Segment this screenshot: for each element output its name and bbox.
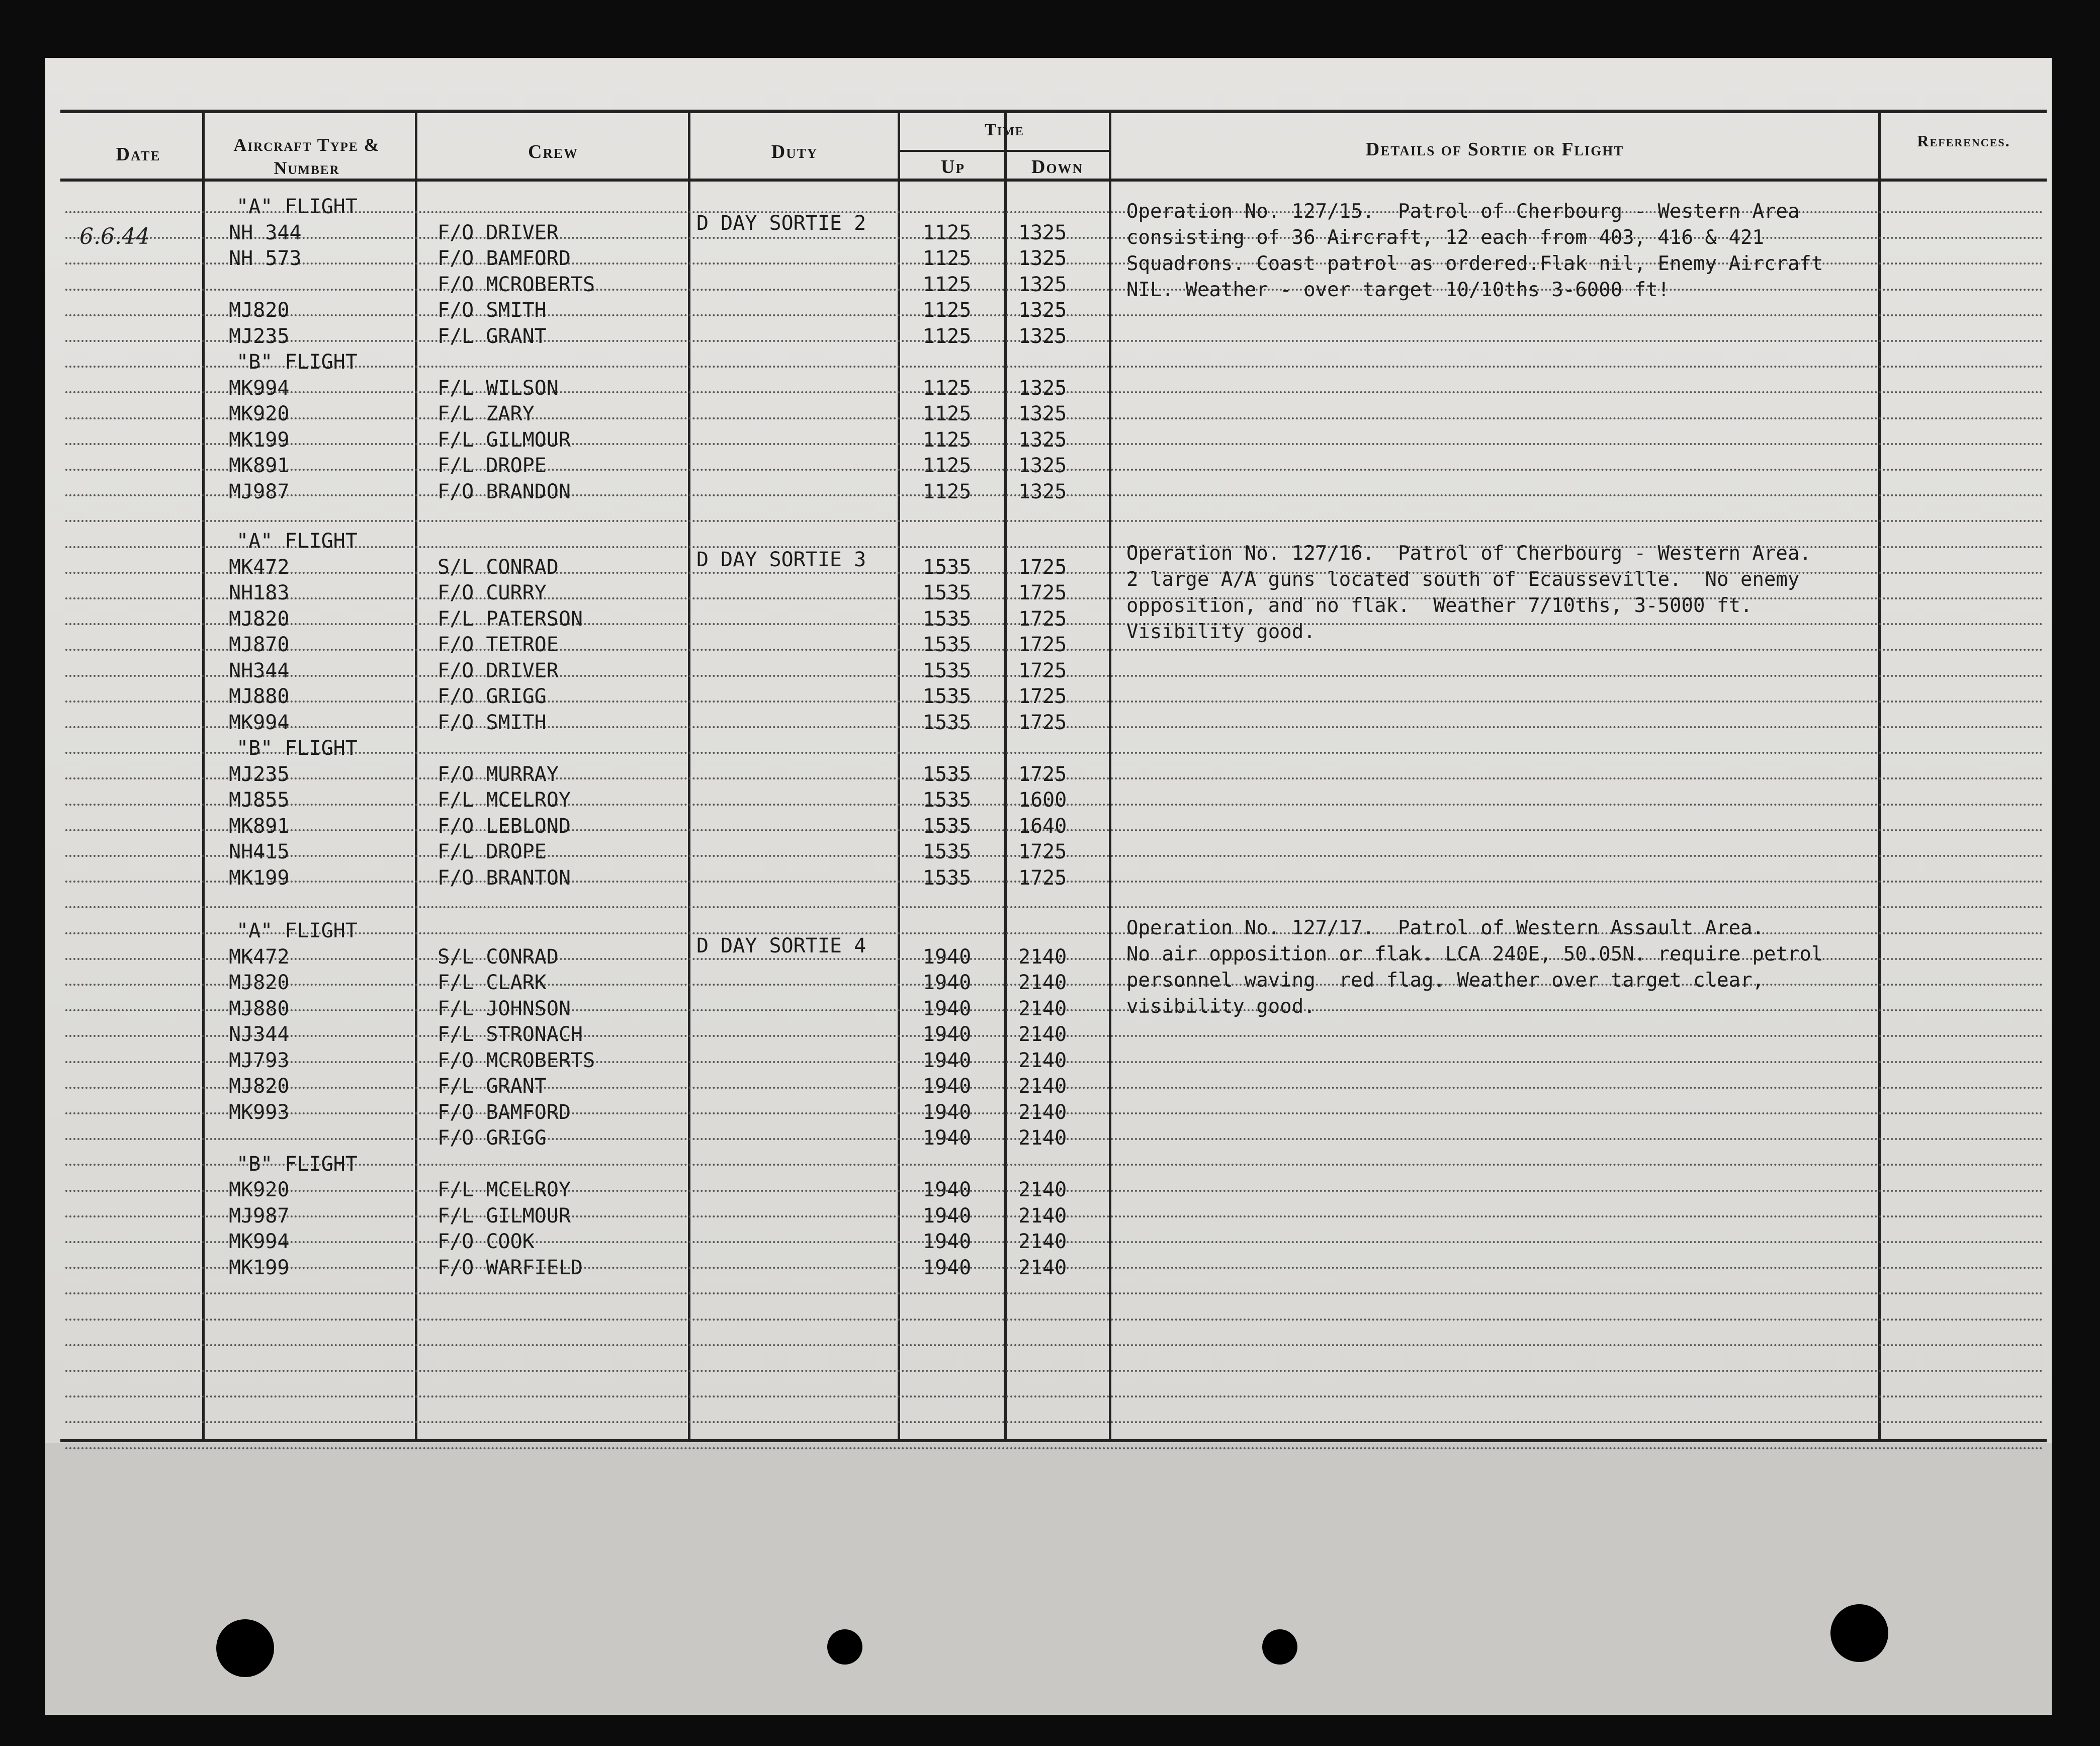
time-down: 2140 — [1018, 1204, 1067, 1228]
time-up: 1535 — [923, 789, 972, 812]
time-down: 2140 — [1018, 945, 1067, 969]
time-up: 1535 — [923, 685, 972, 708]
time-up: 1940 — [923, 945, 972, 969]
time-down: 1725 — [1018, 762, 1067, 786]
time-up: 1125 — [923, 376, 972, 400]
time-up: 1940 — [923, 1126, 972, 1150]
crew-name: F/O WARFIELD — [438, 1256, 583, 1279]
time-up: 1940 — [923, 1049, 972, 1072]
aircraft-number: NH344 — [229, 659, 290, 682]
aircraft-number: MK891 — [229, 454, 290, 477]
crew-name: F/O BAMFORD — [438, 1100, 571, 1124]
time-down: 2140 — [1018, 1230, 1067, 1253]
time-down: 2140 — [1018, 997, 1067, 1020]
time-up: 1535 — [923, 840, 972, 863]
crew-name: F/L GRANT — [438, 1075, 547, 1098]
header-duty: Duty — [771, 141, 818, 162]
time-down: 2140 — [1018, 1023, 1067, 1046]
time-down: 1325 — [1018, 402, 1067, 425]
ruled-line — [65, 1292, 2044, 1294]
time-down: 1725 — [1018, 555, 1067, 579]
aircraft-number: MJ820 — [229, 607, 290, 631]
table-bottom-rule — [60, 1439, 2047, 1442]
aircraft-number: MJ820 — [229, 299, 290, 322]
aircraft-number: MK994 — [229, 711, 290, 734]
flight-heading: "B" FLIGHT — [236, 737, 358, 760]
aircraft-number: NJ344 — [229, 1023, 290, 1046]
crew-name: F/O GRIGG — [438, 1126, 547, 1150]
time-down: 2140 — [1018, 1178, 1067, 1201]
time-up: 1940 — [923, 997, 972, 1020]
time-up: 1125 — [923, 324, 972, 348]
flight-heading: "A" FLIGHT — [236, 195, 358, 218]
time-up: 1940 — [923, 971, 972, 994]
aircraft-number: MK472 — [229, 555, 290, 579]
aircraft-number: MJ987 — [229, 480, 290, 503]
time-down: 2140 — [1018, 1049, 1067, 1072]
time-up: 1940 — [923, 1100, 972, 1124]
ruled-line — [65, 1344, 2044, 1346]
ruled-line — [65, 1395, 2044, 1398]
ruled-line — [65, 906, 2044, 908]
crew-name: F/O GRIGG — [438, 685, 547, 708]
aircraft-number: MK472 — [229, 945, 290, 969]
time-down: 2140 — [1018, 971, 1067, 994]
time-up: 1940 — [923, 1204, 972, 1228]
time-down: 1600 — [1018, 789, 1067, 812]
flight-heading: "A" FLIGHT — [236, 919, 358, 942]
header-crew: Crew — [528, 141, 578, 162]
bottom-margin-strip — [45, 1443, 2052, 1715]
time-down: 1325 — [1018, 324, 1067, 348]
time-down: 1725 — [1018, 840, 1067, 863]
aircraft-number: NH183 — [229, 581, 290, 604]
header-time-up: Up — [941, 156, 965, 178]
time-down: 1725 — [1018, 685, 1067, 708]
time-down: 1725 — [1018, 866, 1067, 890]
crew-name: F/O CURRY — [438, 581, 547, 604]
crew-name: F/O BRANDON — [438, 480, 571, 503]
aircraft-number: NH 344 — [229, 221, 302, 244]
aircraft-number: MJ235 — [229, 762, 290, 786]
crew-name: F/L GRANT — [438, 324, 547, 348]
time-down: 1725 — [1018, 607, 1067, 631]
time-down: 1325 — [1018, 247, 1067, 270]
crew-name: F/L PATERSON — [438, 607, 583, 631]
aircraft-number: MJ987 — [229, 1204, 290, 1228]
time-up: 1535 — [923, 633, 972, 656]
crew-name: F/L CLARK — [438, 971, 547, 994]
crew-name: F/L DROPE — [438, 454, 547, 477]
time-up: 1535 — [923, 762, 972, 786]
crew-name: F/L JOHNSON — [438, 997, 571, 1020]
time-down: 2140 — [1018, 1075, 1067, 1098]
time-down: 1325 — [1018, 428, 1067, 452]
aircraft-number: MK920 — [229, 1178, 290, 1201]
punch-hole-4 — [1830, 1604, 1888, 1662]
time-up: 1535 — [923, 659, 972, 682]
date-value: 6.6.44 — [79, 224, 150, 249]
aircraft-number: MK199 — [229, 428, 290, 452]
time-down: 1325 — [1018, 480, 1067, 503]
crew-name: F/O BAMFORD — [438, 247, 571, 270]
flight-heading: "B" FLIGHT — [236, 1152, 358, 1176]
details-text: Operation No. 127/17. Patrol of Western Assault Area. No air opposition or flak. LCA 240E, 50.05N. require petrol personnel waving red flag. Weather over target clear, visibility good. — [1126, 917, 1823, 1018]
crew-name: F/O TETROE — [438, 633, 559, 656]
crew-name: F/O SMITH — [438, 299, 547, 322]
time-up: 1125 — [923, 221, 972, 244]
ruled-line — [65, 520, 2044, 522]
ruled-line — [65, 1370, 2044, 1372]
time-down: 1325 — [1018, 273, 1067, 296]
crew-name: S/L CONRAD — [438, 945, 559, 969]
crew-name: F/O SMITH — [438, 711, 547, 734]
duty-value: D DAY SORTIE 4 — [696, 934, 866, 957]
time-down: 1725 — [1018, 633, 1067, 656]
aircraft-number: NH415 — [229, 840, 290, 863]
header-time-down: Down — [1031, 156, 1083, 178]
crew-name: F/O DRIVER — [438, 659, 559, 682]
header-time: Time — [985, 121, 1024, 139]
time-up: 1535 — [923, 581, 972, 604]
crew-name: F/O MCROBERTS — [438, 1049, 595, 1072]
table-top-rule — [60, 110, 2047, 113]
crew-name: F/L MCELROY — [438, 789, 571, 812]
time-up: 1940 — [923, 1256, 972, 1279]
time-up: 1125 — [923, 402, 972, 425]
crew-name: F/O MCROBERTS — [438, 273, 595, 296]
aircraft-number: MJ820 — [229, 971, 290, 994]
aircraft-number: MJ880 — [229, 997, 290, 1020]
time-down: 2140 — [1018, 1256, 1067, 1279]
header-aircraft: Aircraft Type & Number — [233, 135, 380, 178]
time-up: 1940 — [923, 1230, 972, 1253]
ruled-line — [65, 1319, 2044, 1321]
time-up: 1940 — [923, 1075, 972, 1098]
punch-hole-2 — [827, 1629, 862, 1665]
details-text: Operation No. 127/16. Patrol of Cherbourg - Western Area. 2 large A/A guns located south of Ecausseville. No enemy opposition, and no flak. Weather 7/10ths, 3-5000 ft. Visibility good. — [1126, 542, 1811, 643]
header-details: Details of Sortie or Flight — [1365, 139, 1624, 160]
crew-name: S/L CONRAD — [438, 555, 559, 579]
time-down: 1325 — [1018, 221, 1067, 244]
flight-heading: "A" FLIGHT — [236, 530, 358, 553]
time-up: 1535 — [923, 711, 972, 734]
time-down: 1325 — [1018, 454, 1067, 477]
crew-name: F/L GILMOUR — [438, 428, 571, 452]
header-references: References. — [1917, 132, 2010, 150]
aircraft-number: MK891 — [229, 814, 290, 838]
time-up: 1535 — [923, 866, 972, 890]
aircraft-number: NH 573 — [229, 247, 302, 270]
flight-heading: "B" FLIGHT — [236, 351, 358, 374]
time-down: 1325 — [1018, 299, 1067, 322]
details-text: Operation No. 127/15. Patrol of Cherbourg - Western Area consisting of 36 Aircraft, 12 each from 403, 416 & 421 Squadrons. Coast patrol as ordered.Flak nil, Enemy Aircraft NIL. Weather - over target 10/10ths 3-6000 ft! — [1126, 200, 1823, 301]
aircraft-number: MK920 — [229, 402, 290, 425]
time-down: 1725 — [1018, 711, 1067, 734]
aircraft-number: MJ855 — [229, 789, 290, 812]
crew-name: F/O DRIVER — [438, 221, 559, 244]
duty-value: D DAY SORTIE 2 — [696, 212, 866, 235]
crew-name: F/O BRANTON — [438, 866, 571, 890]
time-up: 1535 — [923, 555, 972, 579]
crew-name: F/O COOK — [438, 1230, 535, 1253]
duty-value: D DAY SORTIE 3 — [696, 548, 866, 571]
crew-name: F/L ZARY — [438, 402, 535, 425]
aircraft-number: MJ235 — [229, 324, 290, 348]
ruled-line — [65, 1421, 2044, 1423]
aircraft-number: MK994 — [229, 376, 290, 400]
crew-name: F/L GILMOUR — [438, 1204, 571, 1228]
crew-name: F/L STRONACH — [438, 1023, 583, 1046]
aircraft-number: MJ880 — [229, 685, 290, 708]
time-up: 1940 — [923, 1178, 972, 1201]
time-down: 1325 — [1018, 376, 1067, 400]
time-up: 1125 — [923, 247, 972, 270]
punch-hole-3 — [1262, 1629, 1297, 1665]
header-date: Date — [116, 144, 161, 165]
time-down: 1725 — [1018, 659, 1067, 682]
time-up: 1125 — [923, 273, 972, 296]
aircraft-number: MK199 — [229, 866, 290, 890]
time-up: 1940 — [923, 1023, 972, 1046]
time-up: 1125 — [923, 428, 972, 452]
time-up: 1125 — [923, 480, 972, 503]
time-down: 2140 — [1018, 1100, 1067, 1124]
time-up: 1535 — [923, 814, 972, 838]
crew-name: F/O MURRAY — [438, 762, 559, 786]
aircraft-number: MK993 — [229, 1100, 290, 1124]
crew-name: F/O LEBLOND — [438, 814, 571, 838]
crew-name: F/L DROPE — [438, 840, 547, 863]
time-down: 2140 — [1018, 1126, 1067, 1150]
crew-name: F/L WILSON — [438, 376, 559, 400]
time-up: 1125 — [923, 299, 972, 322]
time-up: 1535 — [923, 607, 972, 631]
aircraft-number: MJ870 — [229, 633, 290, 656]
aircraft-number: MK199 — [229, 1256, 290, 1279]
time-down: 1640 — [1018, 814, 1067, 838]
time-down: 1725 — [1018, 581, 1067, 604]
aircraft-number: MJ820 — [229, 1075, 290, 1098]
ruled-line — [65, 1447, 2044, 1449]
time-up: 1125 — [923, 454, 972, 477]
aircraft-number: MK994 — [229, 1230, 290, 1253]
aircraft-number: MJ793 — [229, 1049, 290, 1072]
crew-name: F/L MCELROY — [438, 1178, 571, 1201]
punch-hole-1 — [216, 1619, 274, 1677]
